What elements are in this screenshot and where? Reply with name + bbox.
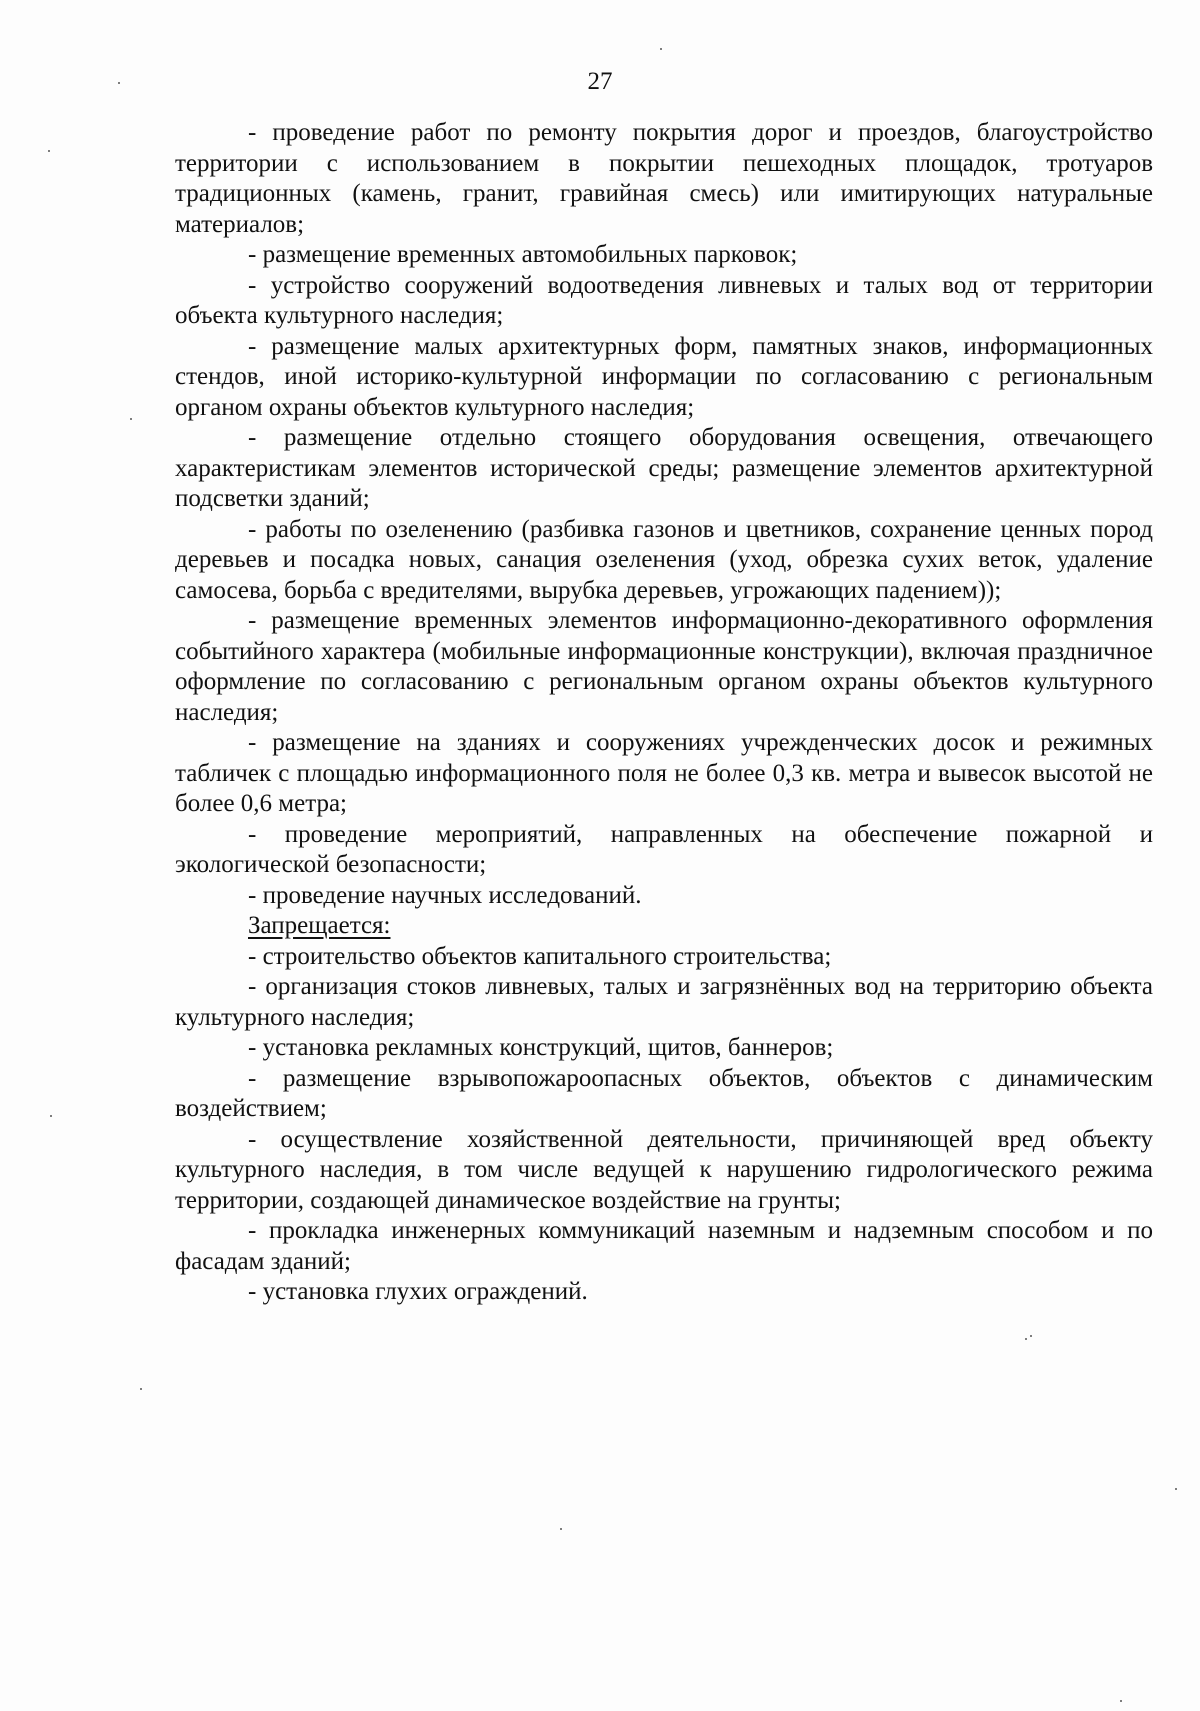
paragraph-landscaping: - работы по озеленению (разбивка газонов и цветников, сохранение ценных пород деревьев и посадка новых, санация озеленения (уход, обрезка сухих веток, удаление самосева, борьба с вредителями, вырубка деревьев, угрожающих падением)); [175,515,1153,604]
scan-speck [118,82,120,84]
prohibited-heading: Запрещается: [248,912,391,939]
paragraph-parking: - размещение временных автомобильных парковок; [248,241,798,268]
prohibited-heading-line [175,911,1153,942]
prohibited-item-construction: - строительство объектов капитального строительства; [248,942,832,970]
document-body [175,118,1153,1308]
paragraph-small-forms: - размещение малых архитектурных форм, памятных знаков, информационных стендов, иной историко-культурной информации по согласованию с региональным органом охраны объектов культурного наследия; [175,332,1153,421]
prohibited-item-runoff: - организация стоков ливневых, талых и загрязнённых вод на территорию объекта культурного наследия; [175,973,1153,1031]
scan-speck [1120,1700,1122,1702]
scan-speck [50,1115,52,1117]
scan-speck [48,150,50,152]
scan-speck [140,1388,142,1390]
paragraph-decorations: - размещение временных элементов информационно-декоративного оформления событийного характера (мобильные информационные конструкции), включая праздничное оформление по согласованию с региональным органом охраны объектов культурного наследия; [175,607,1153,726]
scan-speck [130,418,132,420]
paragraph-lighting: - размещение отдельно стоящего оборудования освещения, отвечающего характеристикам элементов исторической среды; размещение элементов архитектурной подсветки зданий; [175,424,1153,512]
scan-speck [1025,1338,1027,1340]
paragraph-safety: - проведение мероприятий, направленных на обеспечение пожарной и экологической безопасности; [175,820,1153,878]
scan-speck [1030,1335,1032,1337]
prohibited-item-advertising: - установка рекламных конструкций, щитов, баннеров; [248,1034,834,1061]
scan-speck [660,48,662,50]
paragraph-signs: - размещение на зданиях и сооружениях учрежденческих досок и режимных табличек с площадью информационного поля не более 0,3 кв. метра и вывесок высотой не более 0,6 метра; [175,729,1153,817]
paragraph-research: - проведение научных исследований. [248,881,642,909]
scan-speck [560,1528,562,1530]
page-number: 27 [587,68,613,95]
prohibited-item-utilities: - прокладка инженерных коммуникаций наземным и надземным способом и по фасадам зданий; [175,1217,1153,1275]
prohibited-item-explosive-objects: - размещение взрывопожароопасных объектов, объектов с динамическим воздействием; [175,1064,1153,1122]
paragraph-drainage: - устройство сооружений водоотведения ливневых и талых вод от территории объекта культурного наследия; [175,271,1153,329]
scan-speck [1175,1488,1177,1490]
paragraph-road-repair: - проведение работ по ремонту покрытия дорог и проездов, благоустройство территории с использованием в покрытии пешеходных площадок, тротуаров традиционных (камень, гранит, гравийная смесь) или имитирующих натуральные материалов; [175,119,1153,238]
prohibited-item-harmful-activity: - осуществление хозяйственной деятельности, причиняющей вред объекту культурного наследия, в том числе ведущей к нарушению гидрологического режима территории, создающей динамическое воздействие на грунты; [175,1125,1153,1214]
prohibited-item-fences: - установка глухих ограждений. [248,1278,588,1305]
